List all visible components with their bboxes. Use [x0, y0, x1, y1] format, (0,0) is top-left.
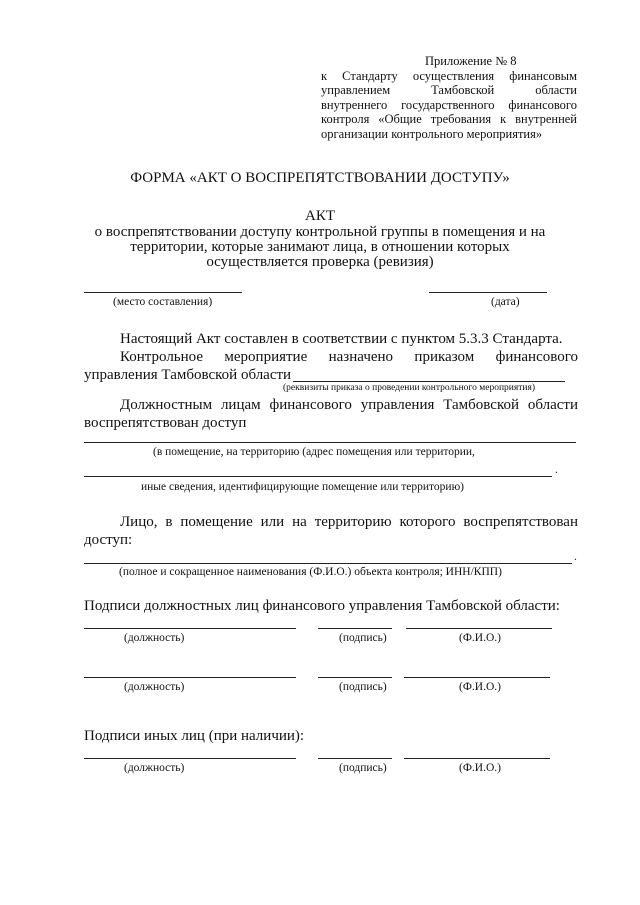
position-line: [84, 628, 296, 629]
act-heading: АКТ: [305, 208, 335, 224]
signatures-other-heading: Подписи иных лиц (при наличии):: [84, 728, 305, 744]
act-subtitle-line: территории, которые занимают лица, в отношении которых: [130, 239, 510, 255]
appendix-title: Приложение № 8: [425, 54, 517, 68]
signature-line: [318, 628, 392, 629]
paragraph-access-line2: воспрепятствован доступ: [84, 415, 247, 431]
signature-label: (подпись): [339, 681, 387, 693]
place-label: (место составления): [113, 296, 213, 308]
appendix-block: [321, 54, 577, 141]
form-title: ФОРМА «АКТ О ВОСПРЕПЯТСТВОВАНИИ ДОСТУПУ»: [130, 170, 510, 186]
name-label: (Ф.И.О.): [459, 632, 501, 644]
date-line: [429, 292, 547, 293]
premises-note: (в помещение, на территорию (адрес помещения или территории,: [153, 446, 475, 458]
premises-note: иные сведения, идентифицирующие помещение или территорию): [141, 481, 464, 493]
object-line: [84, 563, 572, 564]
line-dot: .: [574, 551, 577, 563]
position-label: (должность): [124, 632, 185, 644]
act-subtitle-line: осуществляется проверка (ревизия): [206, 254, 434, 270]
position-label: (должность): [124, 681, 185, 693]
object-note: (полное и сокращенное наименования (Ф.И.О.) объекта контроля; ИНН/КПП): [119, 566, 502, 578]
name-line: [404, 758, 550, 759]
appendix-line: внутреннего государственного финансового: [321, 97, 577, 112]
signature-label: (подпись): [339, 632, 387, 644]
signature-line: [318, 758, 392, 759]
appendix-line: организации контрольного мероприятия»: [321, 126, 543, 141]
appendix-line: контроля «Общие требования к внутренней: [321, 112, 577, 126]
position-line: [84, 677, 296, 678]
signature-label: (подпись): [339, 762, 387, 774]
paragraph-order-line2: управления Тамбовской области: [84, 367, 292, 383]
name-line: [404, 677, 550, 678]
name-label: (Ф.И.О.): [459, 762, 501, 774]
name-label: (Ф.И.О.): [459, 681, 501, 693]
appendix-line: управлением Тамбовской области: [321, 83, 577, 97]
position-line: [84, 758, 296, 759]
paragraph-access-line1: Должностным лицам финансового управления Тамбовской области: [120, 397, 578, 413]
position-label: (должность): [124, 762, 185, 774]
place-line: [84, 292, 242, 293]
paragraph-person-line1: Лицо, в помещение или на территорию которого воспрепятствован: [120, 514, 578, 530]
signatures-fin-heading: Подписи должностных лиц финансового управления Тамбовской области:: [84, 598, 560, 614]
date-label: (дата): [491, 296, 520, 308]
name-line: [406, 628, 552, 629]
premises-line: [84, 476, 552, 477]
order-note: (реквизиты приказа о проведении контрольного мероприятия): [283, 383, 536, 393]
signature-line: [318, 677, 392, 678]
paragraph-standard: Настоящий Акт составлен в соответствии с пунктом 5.3.3 Стандарта.: [120, 331, 563, 347]
act-subtitle-line: о воспрепятствовании доступу контрольной группы в помещения и на: [94, 224, 546, 240]
premises-line: [84, 442, 576, 443]
line-dot: .: [555, 464, 558, 476]
paragraph-person-line2: доступ:: [84, 532, 133, 548]
appendix-line: к Стандарту осуществления финансовым: [321, 68, 577, 83]
order-line: [293, 381, 565, 382]
paragraph-order-line1: Контрольное мероприятие назначено приказом финансового: [120, 349, 578, 365]
